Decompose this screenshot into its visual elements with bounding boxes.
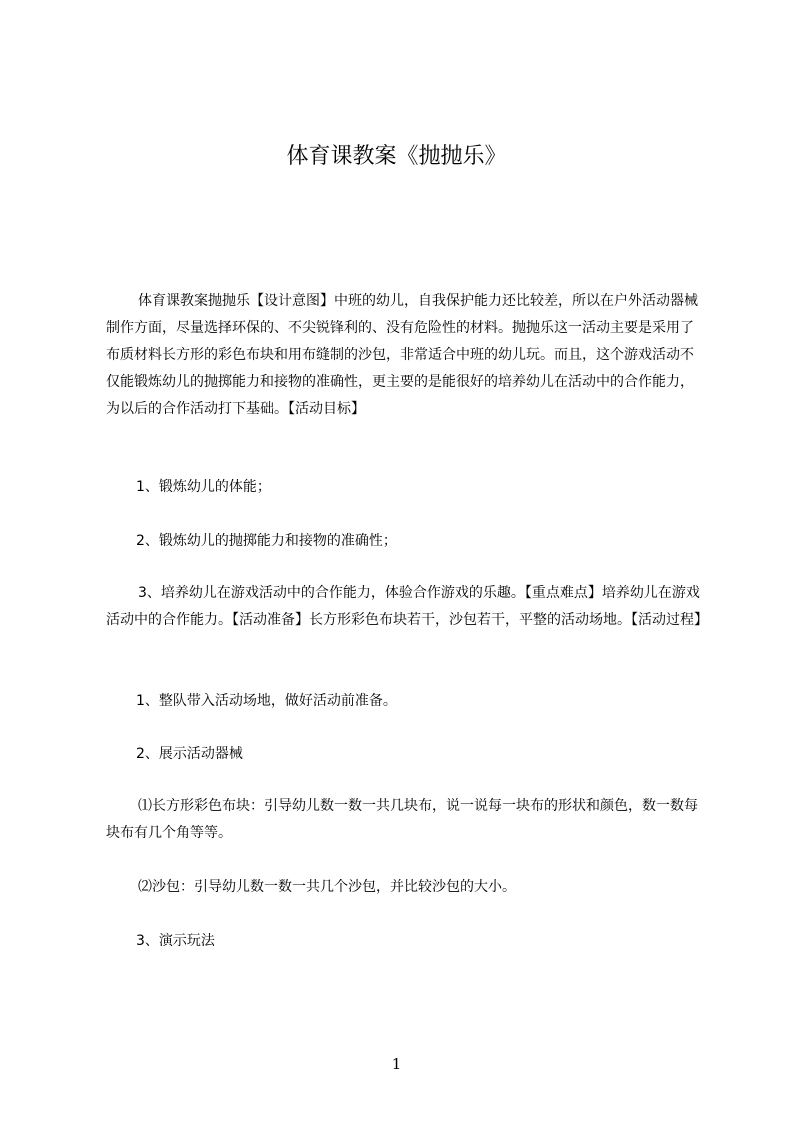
intro-paragraph [106,288,706,423]
page-title: 体育课教案《抛抛乐》 [286,144,507,169]
equipment-sandbag-text: ⑵沙包：引导幼儿数一数一共几个沙包，并比较沙包的大小。 [138,879,516,895]
equipment-sandbag-paragraph [106,874,706,901]
page-number: 1 [391,1055,402,1073]
process-step-3: 3、演示玩法 [136,933,215,949]
objective-item-2: 2、锻炼幼儿的抛掷能力和接物的准确性； [136,533,397,549]
process-step-2: 2、展示活动器械 [136,746,243,762]
equipment-cloth-text: ⑴长方形彩色布块：引导幼儿数一数一共几块布，说一说每一块布的形状和颜色，数一数每块布有几个角等等。 [106,798,698,841]
equipment-cloth-paragraph [106,793,706,847]
objective-item-1: 1、锻炼幼儿的体能； [136,479,271,495]
intro-paragraph-text: 体育课教案抛抛乐【设计意图】中班的幼儿，自我保护能力还比较差，所以在户外活动器械制作方面，尽量选择环保的、不尖锐锋利的、没有危险性的材料。抛抛乐这一活动主要是采用了布质材料长方形的彩色布块和用布缝制的沙包，非常适合中班的幼儿玩。而且，这个游戏活动不仅能锻炼幼儿的抛掷能力和接物的准确性，更主要的是能很好的培养幼儿在活动中的合作能力，为以后的合作活动打下基础。【活动目标】 [106,293,698,417]
objective-item-3-paragraph [106,580,706,634]
process-step-1: 1、整队带入活动场地，做好活动前准备。 [136,693,397,709]
objective-item-3-text: 3、培养幼儿在游戏活动中的合作能力，体验合作游戏的乐趣。【重点难点】培养幼儿在游戏活动中的合作能力。【活动准备】长方形彩色布块若干，沙包若干，平整的活动场地。【活动过程】 [106,585,708,628]
